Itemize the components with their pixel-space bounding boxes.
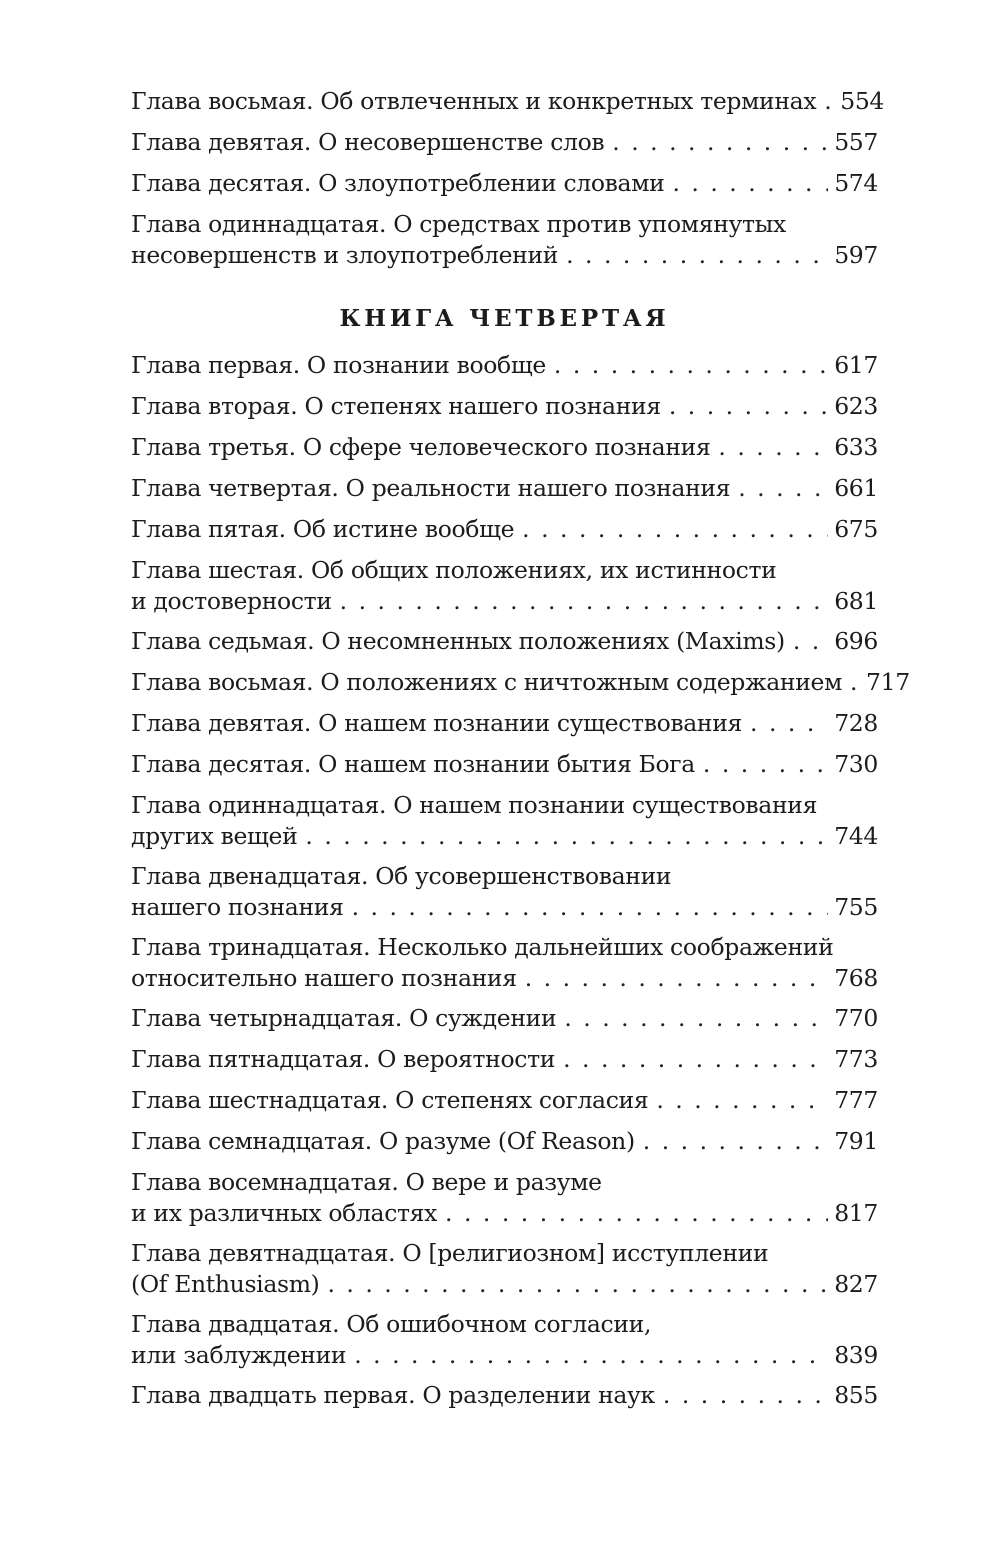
book-four-heading: КНИГА ЧЕТВЕРТАЯ <box>339 305 670 332</box>
page-number: 554 <box>840 87 885 115</box>
toc-entry-title: Глава двадцать первая. О разделении наук <box>131 1381 655 1409</box>
page-number: 755 <box>834 893 878 921</box>
page-number: 675 <box>834 515 878 543</box>
toc-section-book-four <box>131 350 910 1411</box>
dot-leader <box>643 1126 828 1157</box>
toc-entry-title: Глава восемнадцатая. О вере и разуме <box>131 1168 602 1196</box>
page-number: 617 <box>834 351 878 379</box>
toc-entry[interactable] <box>131 350 878 381</box>
toc-entry[interactable] <box>131 168 878 199</box>
toc-entry-line <box>131 790 878 821</box>
toc-entry-title: Глава шестнадцатая. О степенях согласия <box>131 1086 649 1114</box>
toc-entry-line <box>131 555 878 586</box>
page-number: 839 <box>834 1341 878 1369</box>
toc-entry[interactable] <box>131 790 878 851</box>
toc-entry-line <box>131 1380 878 1411</box>
toc-entry-title: (Of Enthusiasm) <box>131 1270 320 1298</box>
dot-leader <box>340 586 829 616</box>
page-number: 855 <box>834 1381 878 1409</box>
toc-entry[interactable] <box>131 749 878 780</box>
toc-entry[interactable] <box>131 708 878 739</box>
dot-leader <box>850 667 860 698</box>
toc-entry-line <box>131 1085 878 1116</box>
toc-entry-line <box>131 1167 878 1198</box>
page-number: 791 <box>834 1127 878 1155</box>
toc-entry[interactable] <box>131 1380 878 1411</box>
toc-entry-title: Глава одиннадцатая. О нашем познании существования <box>131 791 818 819</box>
toc-entry-title: несовершенств и злоупотреблений <box>131 241 559 269</box>
toc-entry-title: Глава шестая. Об общих положениях, их истинности <box>131 556 777 584</box>
page-number: 623 <box>834 392 878 420</box>
dot-leader <box>663 1380 828 1411</box>
toc-entry[interactable] <box>131 1238 878 1299</box>
toc-section-book-three <box>131 86 885 270</box>
dot-leader <box>669 391 828 422</box>
page-number: 777 <box>834 1086 878 1114</box>
dot-leader <box>566 240 828 270</box>
toc-entry[interactable] <box>131 473 878 504</box>
toc-entry-line <box>131 1044 878 1075</box>
toc-entry-title: или заблуждении <box>131 1341 347 1369</box>
toc-entry-line <box>131 1309 878 1340</box>
toc-entry-line <box>131 861 878 892</box>
toc-entry-line <box>131 473 878 504</box>
toc-entry-line <box>131 1198 878 1228</box>
dot-leader <box>445 1198 828 1228</box>
page-number: 744 <box>834 822 878 850</box>
dot-leader <box>563 1044 828 1075</box>
page-number: 574 <box>834 169 878 197</box>
toc-entry-title: Глава девятнадцатая. О [религиозном] исступлении <box>131 1239 769 1267</box>
toc-entry-line <box>131 626 878 657</box>
toc-entry-line <box>131 821 878 851</box>
page-number: 633 <box>834 433 878 461</box>
toc-entry-title: Глава первая. О познании вообще <box>131 351 546 379</box>
page-number: 728 <box>834 709 878 737</box>
toc-entry-title: и их различных областях <box>131 1199 438 1227</box>
toc-entry-line <box>131 932 878 963</box>
toc-entry-title: других вещей <box>131 822 298 850</box>
toc-entry-line <box>131 749 878 780</box>
toc-entry[interactable] <box>131 514 878 545</box>
toc-entry[interactable] <box>131 127 878 158</box>
dot-leader <box>824 86 834 117</box>
table-of-contents <box>131 86 910 1421</box>
toc-entry-title: Глава вторая. О степенях нашего познания <box>131 392 661 420</box>
dot-leader <box>793 626 828 657</box>
toc-entry[interactable] <box>131 1309 878 1370</box>
toc-entry-line <box>131 708 878 739</box>
page-number: 681 <box>834 587 878 615</box>
dot-leader <box>525 963 828 993</box>
dot-leader <box>672 168 828 199</box>
toc-entry-line <box>131 1003 878 1034</box>
toc-entry-title: Глава девятая. О нашем познании существования <box>131 709 743 737</box>
toc-entry-title: Глава двадцатая. Об ошибочном согласии, <box>131 1310 652 1338</box>
toc-entry-title: Глава третья. О сфере человеческого познания <box>131 433 711 461</box>
toc-entry-title: Глава одиннадцатая. О средствах против упомянутых <box>131 210 786 238</box>
toc-entry-title: Глава пятая. Об истине вообще <box>131 515 515 543</box>
dot-leader <box>554 350 828 381</box>
page-number: 768 <box>834 964 878 992</box>
toc-entry-line <box>131 240 878 270</box>
toc-entry[interactable] <box>131 1167 878 1228</box>
dot-leader <box>718 432 828 463</box>
toc-entry[interactable] <box>131 86 885 117</box>
toc-entry-line <box>131 1126 878 1157</box>
toc-entry[interactable] <box>131 432 878 463</box>
toc-entry[interactable] <box>131 1085 878 1116</box>
dot-leader <box>738 473 828 504</box>
page-number: 717 <box>866 668 910 696</box>
dot-leader <box>612 127 828 158</box>
toc-entry-line <box>131 667 910 698</box>
page-number: 770 <box>834 1004 878 1032</box>
toc-entry-title: Глава десятая. О нашем познании бытия Бога <box>131 750 695 778</box>
toc-entry-line <box>131 963 878 993</box>
toc-entry-line <box>131 168 878 199</box>
toc-entry-line <box>131 127 878 158</box>
dot-leader <box>305 821 828 851</box>
toc-entry-line <box>131 209 878 240</box>
toc-entry-line <box>131 391 878 422</box>
toc-entry-title: относительно нашего познания <box>131 964 517 992</box>
toc-entry-title: Глава девятая. О несовершенстве слов <box>131 128 605 156</box>
dot-leader <box>703 749 828 780</box>
toc-entry-line <box>131 1269 878 1299</box>
dot-leader <box>522 514 828 545</box>
page-number: 597 <box>834 241 878 269</box>
page-number: 730 <box>834 750 878 778</box>
toc-entry-line <box>131 586 878 616</box>
toc-entry[interactable] <box>131 1126 878 1157</box>
toc-entry-title: Глава тринадцатая. Несколько дальнейших соображений <box>131 933 834 961</box>
toc-entry-line <box>131 350 878 381</box>
toc-entry[interactable] <box>131 626 878 657</box>
dot-leader <box>656 1085 828 1116</box>
page-number: 817 <box>834 1199 878 1227</box>
toc-entry[interactable] <box>131 1044 878 1075</box>
dot-leader <box>750 708 828 739</box>
toc-entry-line <box>131 1238 878 1269</box>
dot-leader <box>352 892 829 922</box>
dot-leader <box>354 1340 828 1370</box>
toc-entry-line <box>131 86 885 117</box>
toc-entry-title: и достоверности <box>131 587 332 615</box>
toc-entry[interactable] <box>131 667 910 698</box>
toc-entry-title: Глава четвертая. О реальности нашего познания <box>131 474 731 502</box>
toc-entry[interactable] <box>131 391 878 422</box>
toc-entry-title: Глава восьмая. Об отвлеченных и конкретных терминах <box>131 87 817 115</box>
toc-entry-title: Глава двенадцатая. Об усовершенствовании <box>131 862 672 890</box>
toc-entry-line <box>131 432 878 463</box>
toc-entry-title: Глава четырнадцатая. О суждении <box>131 1004 557 1032</box>
toc-entry-title: нашего познания <box>131 893 344 921</box>
page-number: 773 <box>834 1045 878 1073</box>
toc-entry-line <box>131 1340 878 1370</box>
toc-entry[interactable] <box>131 932 878 993</box>
toc-entry-line <box>131 514 878 545</box>
toc-entry[interactable] <box>131 1003 878 1034</box>
toc-entry[interactable] <box>131 861 878 922</box>
toc-entry-title: Глава семнадцатая. О разуме (Of Reason) <box>131 1127 635 1155</box>
toc-entry-title: Глава восьмая. О положениях с ничтожным содержанием <box>131 668 843 696</box>
page-number: 557 <box>834 128 878 156</box>
page-number: 696 <box>834 627 878 655</box>
dot-leader <box>564 1003 828 1034</box>
toc-entry-line <box>131 892 878 922</box>
page-number: 827 <box>834 1270 878 1298</box>
toc-entry[interactable] <box>131 209 878 270</box>
toc-entry-title: Глава пятнадцатая. О вероятности <box>131 1045 556 1073</box>
toc-entry-title: Глава седьмая. О несомненных положениях (Maxims) <box>131 627 785 655</box>
toc-entry[interactable] <box>131 555 878 616</box>
toc-entry-title: Глава десятая. О злоупотреблении словами <box>131 169 665 197</box>
dot-leader <box>327 1269 828 1299</box>
page-number: 661 <box>834 474 878 502</box>
